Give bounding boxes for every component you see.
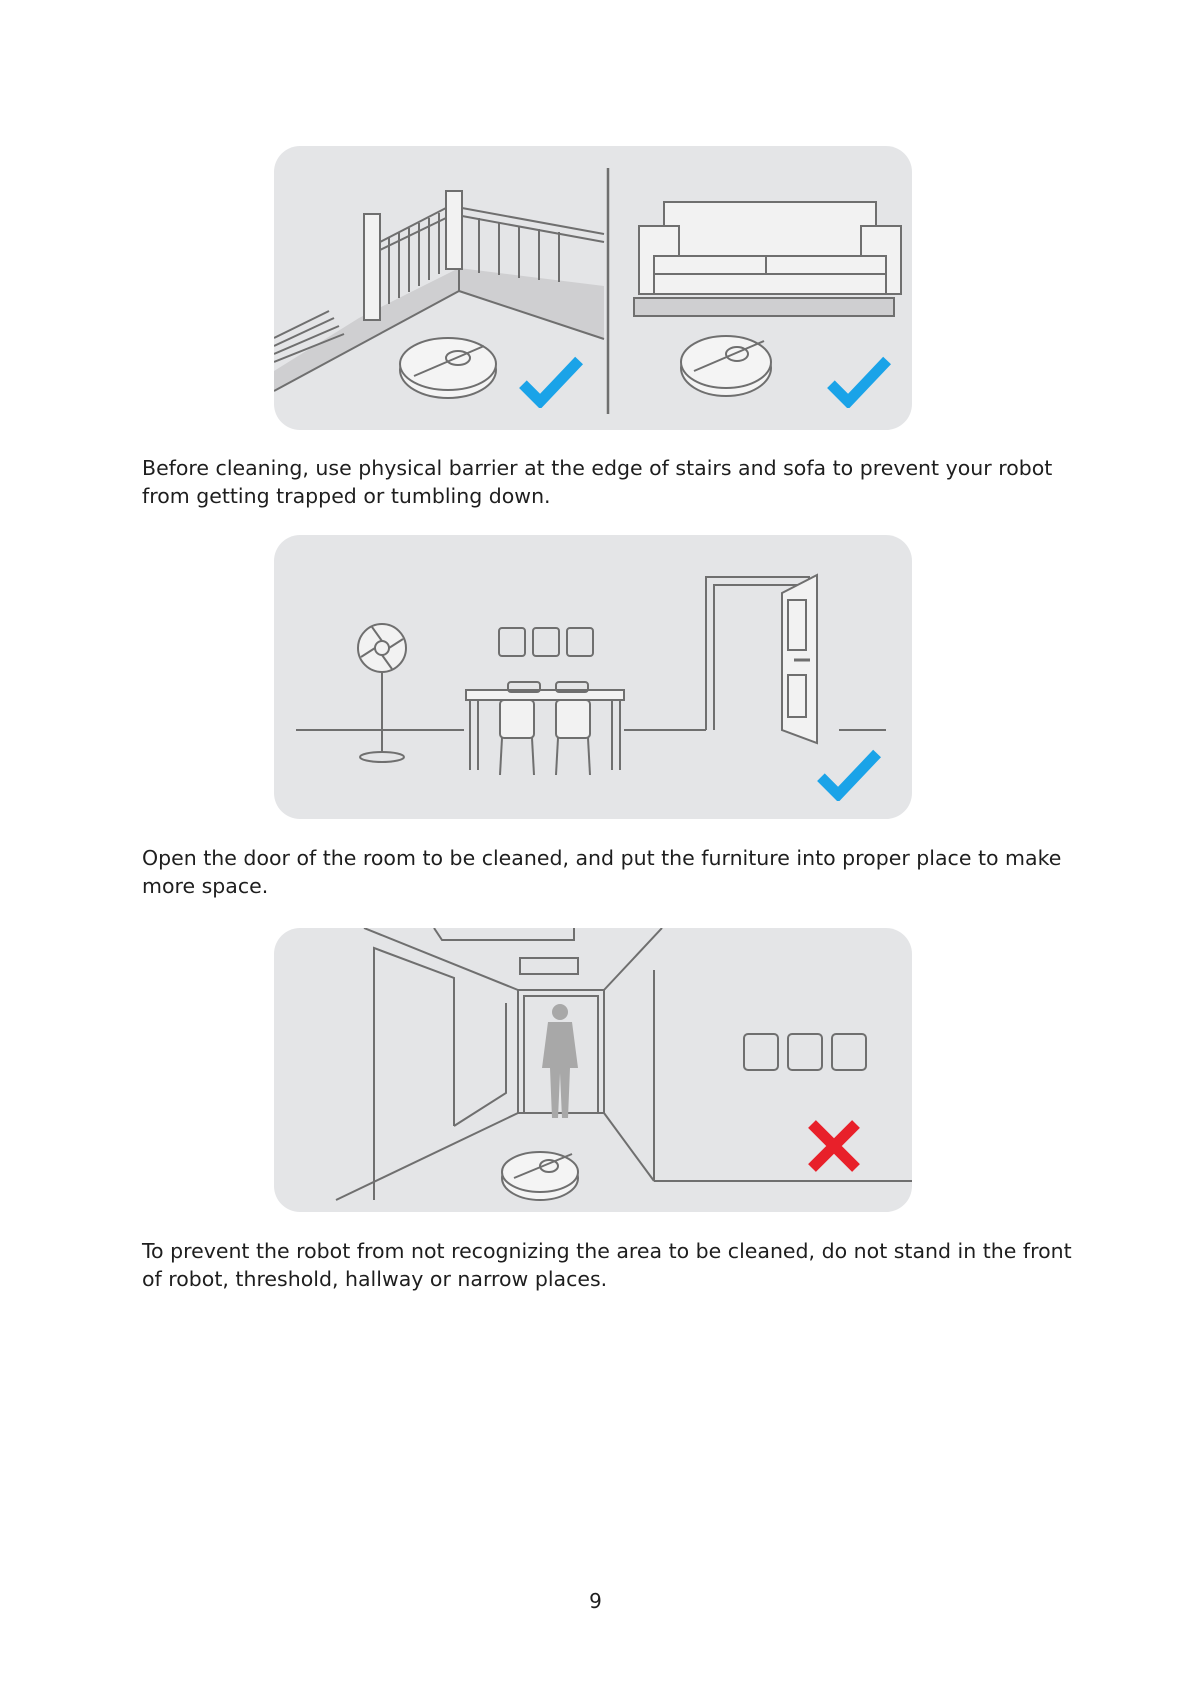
illustration-room-door-furniture — [274, 535, 912, 819]
instruction-caption: To prevent the robot from not recognizing the area to be cleaned, do not stand in the front of robot, threshold, hallway or narrow places. — [142, 1239, 1072, 1291]
page-number: 9 — [589, 1589, 602, 1613]
check-icon — [518, 354, 584, 408]
instruction-caption: Open the door of the room to be cleaned, and put the furniture into proper place to make more space. — [142, 846, 1062, 898]
check-icon — [826, 354, 892, 408]
instruction-caption: Before cleaning, use physical barrier at the edge of stairs and sofa to prevent your robot from getting trapped or tumbling down. — [142, 456, 1053, 508]
check-icon — [816, 747, 882, 801]
illustration-hallway-person — [274, 928, 912, 1212]
cross-icon — [804, 1116, 864, 1176]
illustration-stairs-and-sofa — [274, 146, 912, 430]
person-silhouette — [542, 1004, 578, 1118]
